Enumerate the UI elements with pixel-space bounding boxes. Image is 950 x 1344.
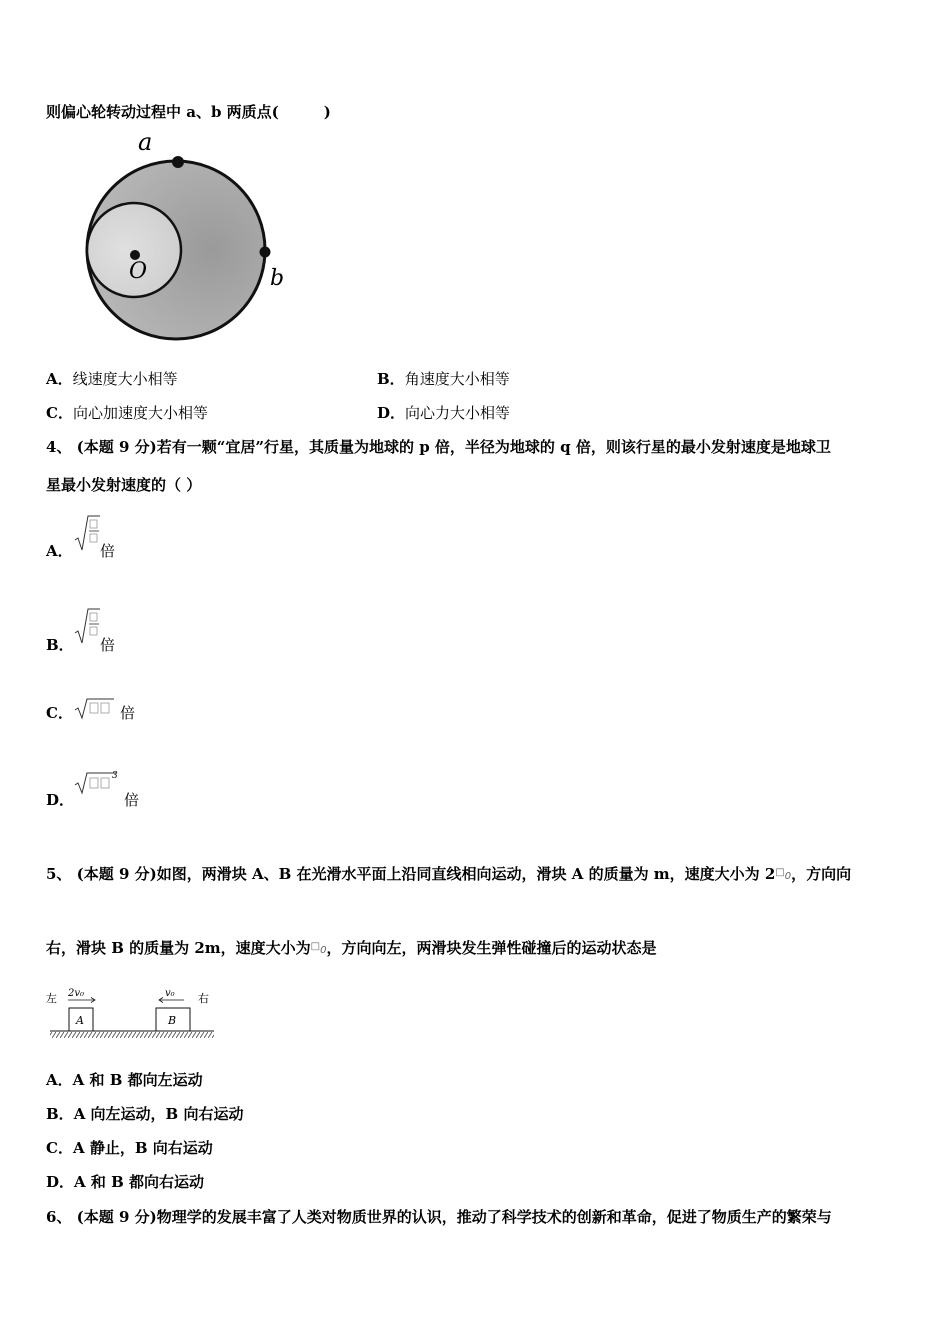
q5-stem-line2 [46,937,657,961]
option-text: 向心力大小相等 [405,404,511,422]
ground-hatch [50,1032,214,1038]
q5-option-a [46,1070,203,1090]
q4-option-b-label: B． [46,636,74,654]
q4-option-d-unit: 倍 [124,791,140,809]
sqrt-product-d [74,768,124,796]
v0-subscript: 0 [320,945,327,956]
q4-option-c-unit: 倍 [120,704,136,722]
q4-option-d-label: D． [46,791,75,809]
q5-stem-line1 [46,863,851,887]
option-label: C． [46,1139,73,1157]
q3-stem: 则偏心轮转动过程中 a、b 两质点( ) [46,103,331,121]
v0-glyph: □ [310,941,321,952]
velocity-b-label: v₀ [165,988,175,999]
option-text: A 和 B 都向右运动 [74,1173,204,1191]
q5-option-b [46,1104,243,1124]
exponent-3: 3 [112,771,118,781]
collision-figure [44,984,224,1046]
label-left: 左 [46,992,57,1005]
label-b: b [270,266,285,291]
option-label: A． [46,370,73,388]
sqrt-fraction-b [74,607,102,647]
q6-stem-line1: 6、 (本题 9 分)物理学的发展丰富了人类对物质世界的认识，推动了科学技术的创新和革命，促进了物质生产的繁荣与 [46,1208,832,1226]
q5-option-c [46,1138,213,1158]
label-right: 右 [198,992,209,1005]
q3-option-d [377,403,510,423]
sqrt-product-c [74,697,116,721]
v0-glyph: □ [775,867,785,878]
q5-stem-line2-b: ，方向向左，两滑块发生弹性碰撞后的运动状态是 [326,939,657,957]
option-text: A 向左运动，B 向右运动 [73,1105,244,1123]
block-a-label: A [76,1014,84,1027]
label-o: O [129,259,148,284]
option-label: C． [46,404,73,422]
sqrt-fraction-a [74,514,102,554]
option-text: A 和 B 都向左运动 [72,1071,203,1089]
q4-option-b-unit: 倍 [100,636,116,654]
label-a: a [138,128,153,156]
point-a [172,156,184,168]
option-text: 角速度大小相等 [404,370,510,388]
eccentric-wheel-figure [78,128,288,348]
point-b [260,247,271,258]
q5-option-d [46,1172,204,1192]
option-text: A 静止，B 向右运动 [72,1139,213,1157]
q4-option-a-label: A． [46,542,73,560]
q3-option-b [377,369,510,389]
q4-option-a-unit: 倍 [100,542,116,560]
q5-stem-line2-a: 右，滑块 B 的质量为 2m，速度大小为 [46,939,311,957]
velocity-a-label: 2v₀ [68,988,85,999]
v0-subscript: 0 [784,871,792,882]
q4-option-c-label: C． [46,704,73,722]
option-label: B． [46,1105,74,1123]
option-text: 向心加速度大小相等 [72,404,208,422]
option-label: D． [377,404,406,422]
q3-option-a [46,369,178,389]
option-text: 线速度大小相等 [72,370,178,388]
option-label: D． [46,1173,75,1191]
option-label: A． [46,1071,73,1089]
block-b-label: B [168,1014,177,1027]
q4-stem-line1: 4、 (本题 9 分)若有一颗“宜居”行星，其质量为地球的 p 倍，半径为地球的 q 倍，则该行星的最小发射速度是地球卫 [46,438,831,456]
q5-stem-line1-a: 5、 (本题 9 分)如图，两滑块 A、B 在光滑水平面上沿同直线相向运动，滑块 A 的质量为 m，速度大小为 2 [46,865,776,883]
option-label: B． [377,370,405,388]
q5-stem-line1-b: ，方向向 [791,865,852,883]
q4-stem-line2: 星最小发射速度的（ ） [46,476,202,494]
q3-option-c [46,403,208,423]
